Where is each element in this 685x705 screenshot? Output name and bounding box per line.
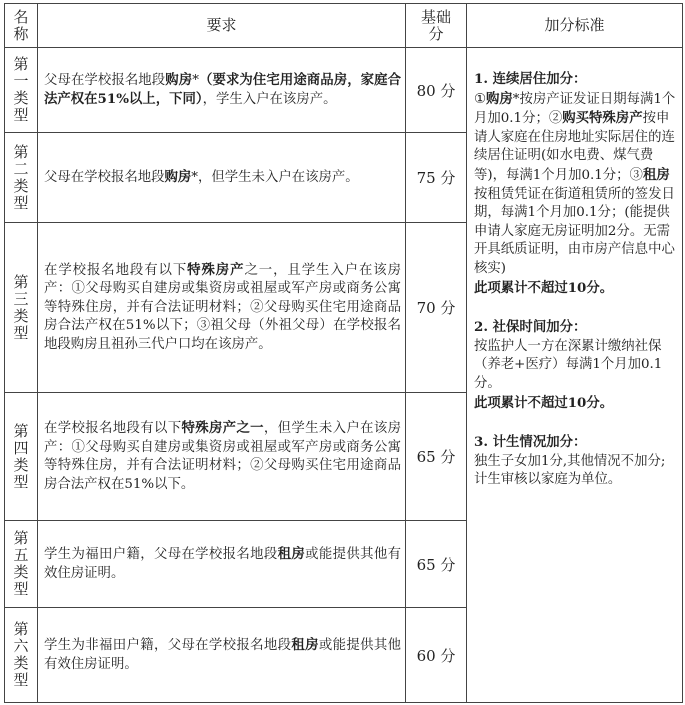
requirement-cell: 在学校报名地段有以下特殊房产之一，但学生未入户在该房产：①父母购买自建房或集资房或祖屋或军产房或商务公寓等特殊住房，并有合法证明材料；②父母购买住宅用途商品房合法产权在51%以下。	[38, 393, 406, 521]
category-text: 第 三 类 型	[13, 272, 29, 342]
category-cell	[5, 48, 38, 133]
header-requirement: 要求	[38, 4, 406, 48]
header-category-text: 名 称	[13, 7, 29, 43]
category-text: 第 五 类 型	[13, 529, 29, 598]
category-text: 第 二 类 型	[13, 142, 29, 212]
requirement-cell: 父母在学校报名地段购房*（要求为住宅用途商品房，家庭合法产权在51%以上，下同），学生入户在该房产。	[38, 48, 406, 133]
bonus-residence-cap: 此项累计不超过10分。	[474, 279, 614, 296]
bonus-social-security-cap: 此项累计不超过10分。	[474, 394, 614, 411]
requirement-cell: 学生为非福田户籍，父母在学校报名地段租房或能提供其他有效住房证明。	[38, 608, 406, 703]
header-row	[5, 4, 683, 48]
bonus-residence-title: 1. 连续居住加分：	[474, 71, 587, 87]
requirement-cell: 父母在学校报名地段购房*，但学生未入户在该房产。	[38, 133, 406, 223]
category-cell	[5, 608, 38, 703]
table-row	[5, 48, 683, 133]
header-category	[5, 4, 38, 48]
category-text: 第 一 类 型	[13, 55, 29, 124]
category-cell	[5, 133, 38, 223]
header-base-score-text: 基础 分	[420, 7, 451, 43]
base-score-cell: 75 分	[406, 133, 467, 223]
bonus-social-security-title: 2. 社保时间加分：	[474, 319, 587, 336]
base-score-cell: 65 分	[406, 521, 467, 608]
bonus-social-security-body: 按监护人一方在深累计缴纳社保（养老+医疗）每满1个月加0.1分。	[474, 338, 663, 391]
category-text: 第 六 类 型	[13, 620, 29, 689]
base-score-cell: 80 分	[406, 48, 467, 133]
base-score-cell: 70 分	[406, 223, 467, 393]
bonus-family-planning-title: 3. 计生情况加分：	[474, 434, 587, 451]
requirement-cell: 在学校报名地段有以下特殊房产之一，且学生入户在该房产：①父母购买自建房或集资房或祖屋或军产房或商务公寓等特殊住房，并有合法证明材料；②父母购买住宅用途商品房合法产权在51%以下；③祖父母（外祖父母）在学校报名地段购房且祖孙三代户口均在该房产。	[38, 223, 406, 393]
requirement-cell: 学生为福田户籍，父母在学校报名地段租房或能提供其他有效住房证明。	[38, 521, 406, 608]
base-score-cell: 60 分	[406, 608, 467, 703]
admission-criteria-table	[4, 3, 683, 703]
bonus-family-planning-body: 独生子女加1分,其他情况不加分;计生审核以家庭为单位。	[474, 453, 666, 488]
bonus-residence-body: ①购房*按房产证发证日期每满1个月加0.1分；②购买特殊房产按申请人家庭在住房地址实际居住的连续居住证明(如水电费、煤气费等)，每满1个月加0.1分；③租房按租赁凭证在街道租赁所的签发日期，每满1个月加0.1分；(能提供申请人家庭无房证明加2分。无需开具纸质证明，由市房产信息中心核实)	[474, 90, 676, 276]
category-cell	[5, 521, 38, 608]
bonus-criteria-cell	[467, 48, 683, 703]
category-cell	[5, 223, 38, 393]
header-bonus: 加分标准	[467, 4, 683, 48]
category-text: 第 四 类 型	[13, 421, 29, 491]
category-cell	[5, 393, 38, 521]
base-score-cell: 65 分	[406, 393, 467, 521]
header-base-score	[406, 4, 467, 48]
